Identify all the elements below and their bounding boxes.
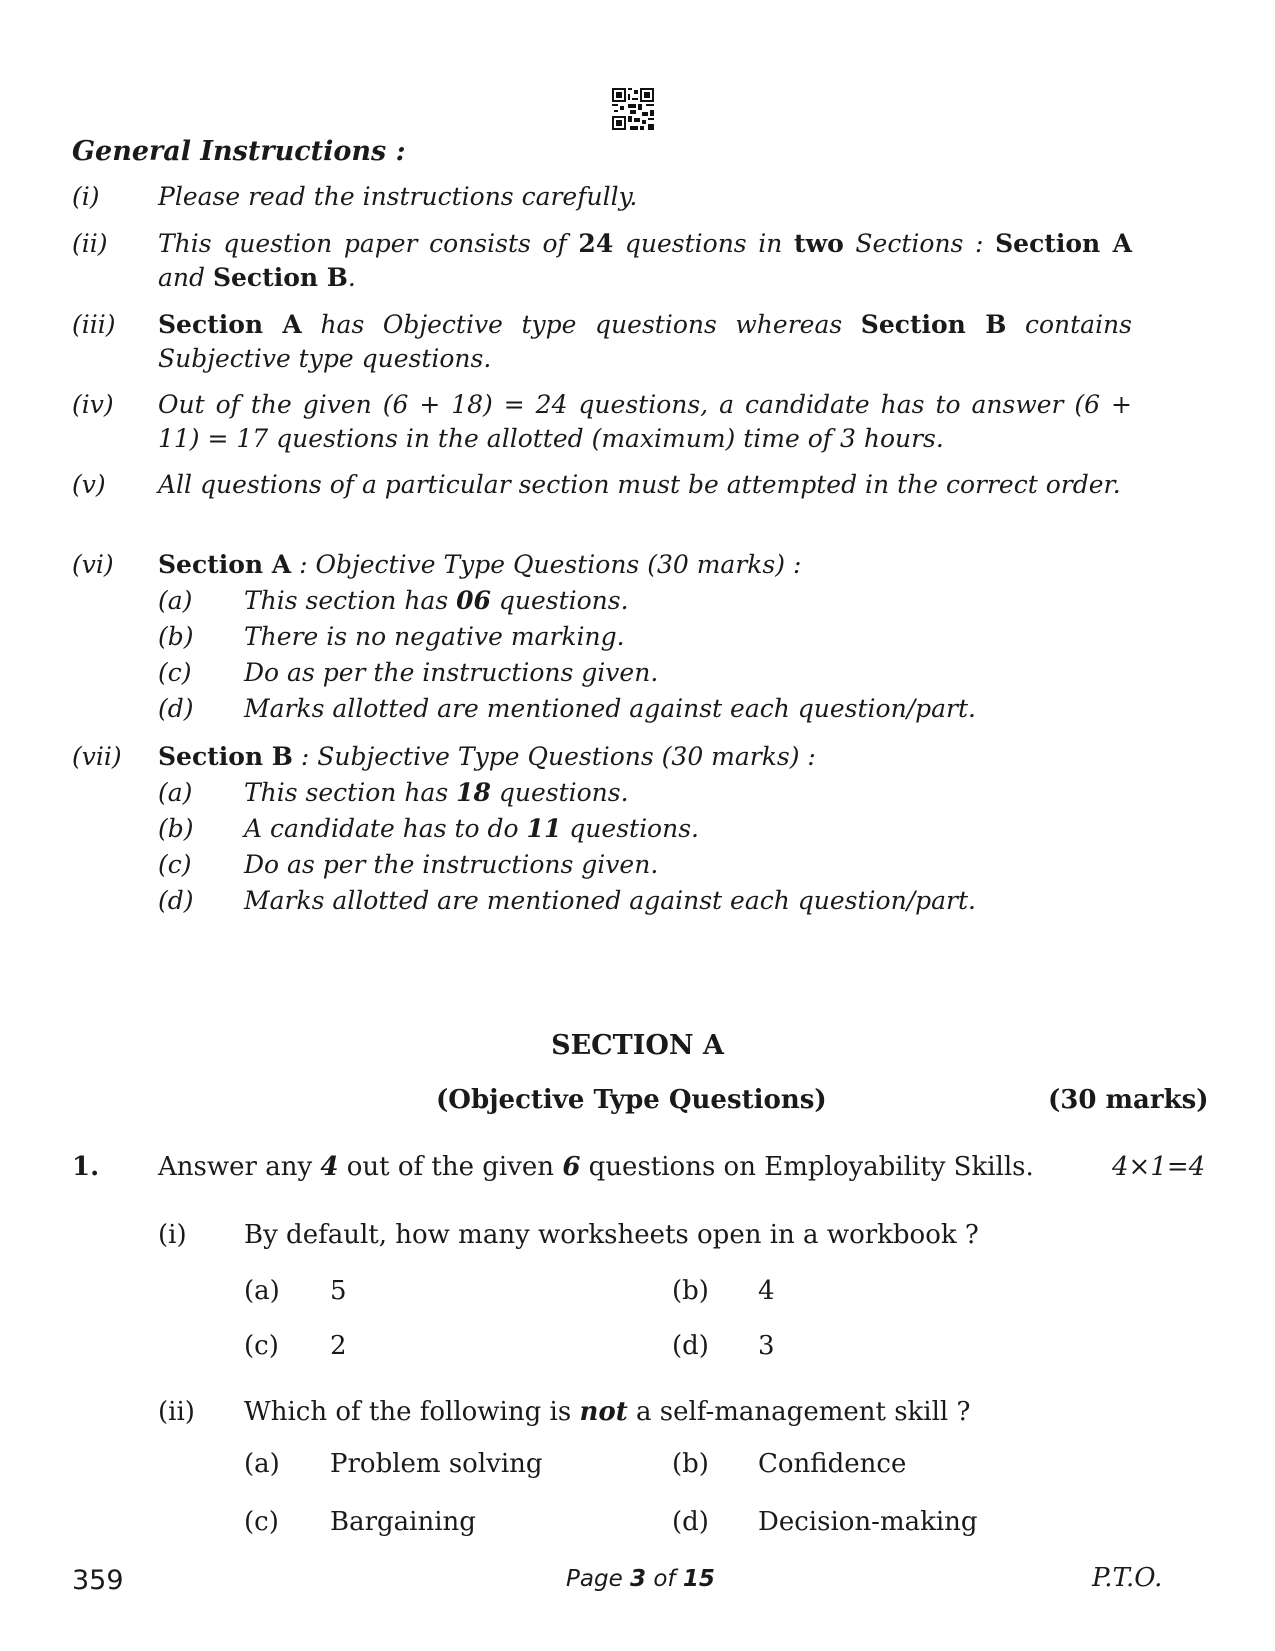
section-a-title: SECTION A [551, 1030, 724, 1061]
instruction-number: (vi) [72, 550, 114, 579]
instruction-text: Section A has Objective type questions whereas Section B contains Subjective type questions. [158, 310, 1132, 373]
option-text: 2 [330, 1331, 347, 1361]
section-a-marks: (30 marks) [1048, 1085, 1209, 1115]
subitem-text: Marks allotted are mentioned against each question/part. [244, 694, 976, 723]
subquestion-number: (i) [158, 1220, 187, 1250]
question-marks: 4×1=4 [1112, 1152, 1206, 1182]
option-text: Decision-making [758, 1507, 978, 1537]
subitem-text: Do as per the instructions given. [244, 850, 659, 879]
option-label: (b) [672, 1276, 709, 1306]
section-a-subitem [158, 692, 976, 726]
subquestion-number: (ii) [158, 1397, 195, 1427]
subitem-text: Do as per the instructions given. [244, 658, 659, 687]
instruction-number: (i) [72, 182, 100, 211]
option-text: Problem solving [330, 1449, 543, 1479]
section-b-subitem [158, 848, 658, 882]
page-number: Page 3 of 15 [566, 1566, 715, 1592]
instruction-text: This question paper consists of 24 questions in two Sections : Section A and Section B. [158, 229, 1132, 292]
subitem-number: (b) [158, 814, 194, 843]
instruction-number: (iii) [72, 310, 116, 339]
instruction-text: All questions of a particular section must be attempted in the correct order. [158, 470, 1121, 499]
option-text: Confidence [758, 1449, 907, 1479]
subitem-number: (c) [158, 850, 192, 879]
section-b-subitem [158, 776, 629, 810]
option-text: 4 [758, 1276, 775, 1306]
subquestion-text: Which of the following is not a self-management skill ? [244, 1397, 971, 1427]
option-label: (d) [672, 1507, 709, 1537]
subitem-text: There is no negative marking. [244, 622, 625, 651]
instruction-item [72, 308, 1132, 376]
subquestion-text: By default, how many worksheets open in a workbook ? [244, 1220, 979, 1250]
general-instructions-title: General Instructions : [72, 136, 406, 167]
instruction-item [72, 227, 1132, 295]
option-label: (c) [244, 1331, 279, 1361]
section-b-subitem [158, 812, 699, 846]
instruction-number: (v) [72, 470, 106, 499]
instruction-item [72, 548, 1132, 582]
section-a-subitem [158, 656, 658, 690]
subitem-number: (c) [158, 658, 192, 687]
question-text: Answer any 4 out of the given 6 questions on Employability Skills. [158, 1152, 1034, 1182]
option-text: 3 [758, 1331, 775, 1361]
option-label: (a) [244, 1276, 280, 1306]
instruction-text: Section A : Objective Type Questions (30 marks) : [158, 550, 802, 579]
subitem-text: This section has 18 questions. [244, 778, 629, 807]
instruction-number: (iv) [72, 390, 114, 419]
subitem-number: (d) [158, 694, 194, 723]
instruction-number: (vii) [72, 742, 122, 771]
instruction-number: (ii) [72, 229, 108, 258]
subitem-text: Marks allotted are mentioned against each question/part. [244, 886, 976, 915]
option-label: (c) [244, 1507, 279, 1537]
paper-code: 359 [72, 1565, 124, 1596]
instruction-text: Section B : Subjective Type Questions (30 marks) : [158, 742, 816, 771]
section-a-subitem [158, 584, 629, 618]
instruction-item [72, 388, 1132, 456]
pto-label: P.T.O. [1092, 1563, 1163, 1593]
option-label: (d) [672, 1331, 709, 1361]
instruction-item [72, 180, 1132, 214]
section-a-subtitle: (Objective Type Questions) [436, 1085, 827, 1115]
option-label: (a) [244, 1449, 280, 1479]
option-text: Bargaining [330, 1507, 476, 1537]
section-b-subitem [158, 884, 976, 918]
subitem-number: (d) [158, 886, 194, 915]
subitem-text: This section has 06 questions. [244, 586, 629, 615]
subitem-number: (a) [158, 778, 193, 807]
instruction-item [72, 468, 1132, 502]
qr-code-icon [612, 88, 654, 130]
instruction-text: Out of the given (6 + 18) = 24 questions, a candidate has to answer (6 + 11) = 17 questions in the allotted (maximum) time of 3 hours. [158, 390, 1132, 453]
section-a-subitem [158, 620, 625, 654]
instruction-item [72, 740, 1132, 774]
subitem-number: (a) [158, 586, 193, 615]
subitem-text: A candidate has to do 11 questions. [244, 814, 699, 843]
option-text: 5 [330, 1276, 347, 1306]
question-number: 1. [72, 1152, 100, 1182]
option-label: (b) [672, 1449, 709, 1479]
subitem-number: (b) [158, 622, 194, 651]
instruction-text: Please read the instructions carefully. [158, 182, 638, 211]
